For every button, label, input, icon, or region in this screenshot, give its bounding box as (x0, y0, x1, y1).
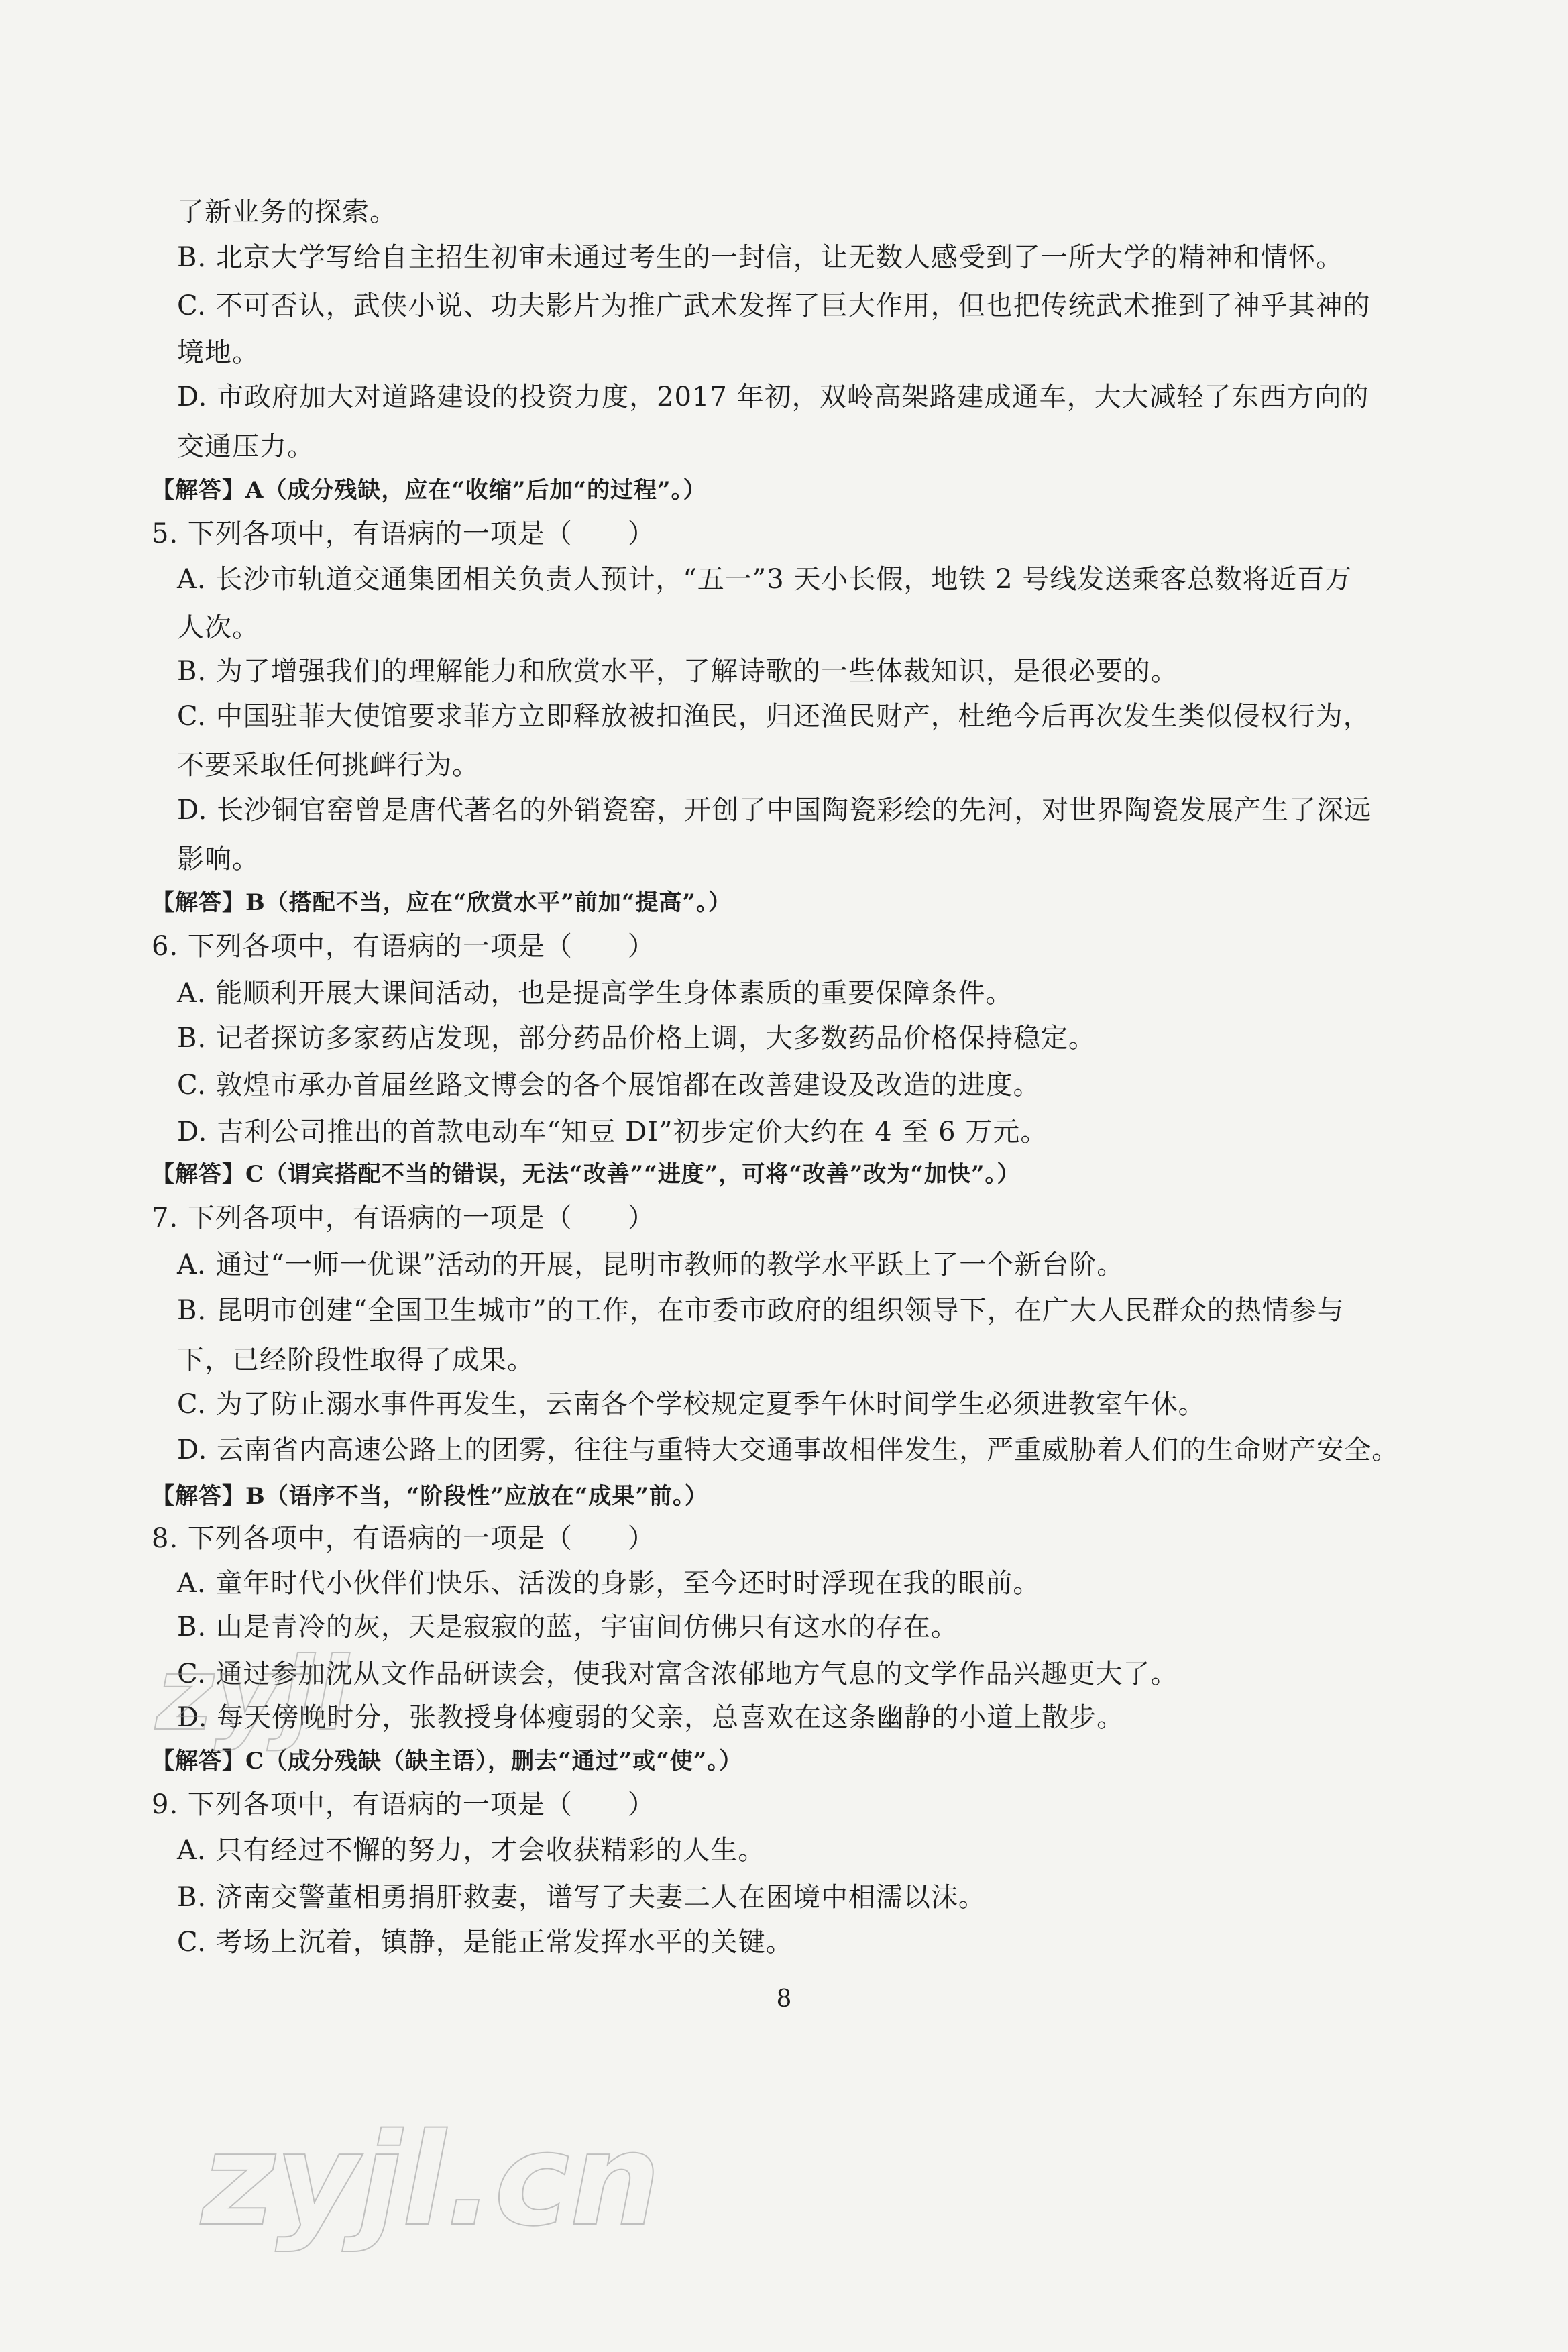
answer-line: 【解答】B（搭配不当，应在“欣赏水平”前加“提高”。） (152, 889, 732, 916)
text-line: 影响。 (177, 844, 260, 875)
text-line: C. 为了防止溺水事件再发生，云南各个学校规定夏季午休时间学生必须进教室午休。 (177, 1389, 1206, 1420)
text-line: C. 通过参加沈从文作品研读会，使我对富含浓郁地方气息的文学作品兴趣更大了。 (177, 1659, 1178, 1689)
text-line: C. 中国驻菲大使馆要求菲方立即释放被扣渔民，归还渔民财产，杜绝今后再次发生类似侵权行为， (177, 701, 1371, 732)
text-line: D. 吉利公司推出的首款电动车“知豆 DI”初步定价大约在 4 至 6 万元。 (177, 1117, 1048, 1147)
answer-line: 【解答】A（成分残缺，应在“收缩”后加“的过程”。） (152, 477, 707, 504)
text-line: A. 长沙市轨道交通集团相关负责人预计，“五一”3 天小长假，地铁 2 号线发送乘客总数将近百万 (177, 564, 1353, 595)
text-line: B. 为了增强我们的理解能力和欣赏水平，了解诗歌的一些体裁知识，是很必要的。 (177, 656, 1178, 687)
answer-line: 【解答】C（谓宾搭配不当的错误，无法“改善”“进度”，可将“改善”改为“加快”。） (152, 1161, 1021, 1188)
question-stem: 8. 下列各项中，有语病的一项是（ ） (152, 1523, 655, 1554)
text-line: B. 北京大学写给自主招生初审未通过考生的一封信，让无数人感受到了一所大学的精神和情怀。 (177, 242, 1343, 273)
answer-line: 【解答】B（语序不当，“阶段性”应放在“成果”前。） (152, 1483, 708, 1510)
text-line: 不要采取任何挑衅行为。 (177, 750, 480, 781)
watermark-mid: zyjl (156, 1636, 349, 1753)
text-line: B. 济南交警董相勇捐肝救妻，谱写了夫妻二人在困境中相濡以沫。 (177, 1882, 986, 1913)
text-line: 下，已经阶段性取得了成果。 (177, 1345, 535, 1376)
text-line: 交通压力。 (177, 431, 315, 462)
watermark-bottom: zyjl.cn (201, 2106, 661, 2254)
text-line: 人次。 (177, 612, 260, 643)
question-stem: 6. 下列各项中，有语病的一项是（ ） (152, 931, 655, 962)
text-line: B. 记者探访多家药店发现，部分药品价格上调，大多数药品价格保持稳定。 (177, 1023, 1096, 1054)
text-line: D. 云南省内高速公路上的团雾，往往与重特大交通事故相伴发生，严重威胁着人们的生命财产安全。 (177, 1435, 1400, 1465)
text-line: 了新业务的探索。 (177, 197, 397, 227)
text-line: C. 考场上沉着，镇静，是能正常发挥水平的关键。 (177, 1927, 793, 1958)
text-line: A. 能顺利开展大课间活动，也是提高学生身体素质的重要保障条件。 (177, 978, 1013, 1009)
text-line: B. 山是青冷的灰，天是寂寂的蓝，宇宙间仿佛只有这水的存在。 (177, 1612, 958, 1642)
text-line: A. 通过“一师一优课”活动的开展，昆明市教师的教学水平跃上了一个新台阶。 (177, 1249, 1125, 1280)
question-stem: 9. 下列各项中，有语病的一项是（ ） (152, 1789, 655, 1820)
text-line: D. 每天傍晚时分，张教授身体瘦弱的父亲，总喜欢在这条幽静的小道上散步。 (177, 1702, 1125, 1733)
text-line: C. 不可否认，武侠小说、功夫影片为推广武术发挥了巨大作用，但也把传统武术推到了神乎其神的 (177, 290, 1371, 321)
text-line: B. 昆明市创建“全国卫生城市”的工作，在市委市政府的组织领导下，在广大人民群众的热情参与 (177, 1295, 1345, 1326)
page-number: 8 (776, 1985, 792, 2013)
text-line: A. 只有经过不懈的努力，才会收获精彩的人生。 (177, 1835, 766, 1866)
question-stem: 5. 下列各项中，有语病的一项是（ ） (152, 518, 655, 549)
text-line: D. 市政府加大对道路建设的投资力度，2017 年初，双岭高架路建成通车，大大减轻了东西方向的 (177, 382, 1369, 412)
answer-line: 【解答】C（成分残缺（缺主语），删去“通过”或“使”。） (152, 1748, 743, 1775)
text-line: A. 童年时代小伙伴们快乐、活泼的身影，至今还时时浮现在我的眼前。 (177, 1568, 1041, 1599)
question-stem: 7. 下列各项中，有语病的一项是（ ） (152, 1202, 655, 1233)
text-line: C. 敦煌市承办首届丝路文博会的各个展馆都在改善建设及改造的进度。 (177, 1070, 1041, 1101)
text-line: 境地。 (177, 337, 260, 368)
text-line: D. 长沙铜官窑曾是唐代著名的外销瓷窑，开创了中国陶瓷彩绘的先河，对世界陶瓷发展产生了深远 (177, 795, 1372, 826)
